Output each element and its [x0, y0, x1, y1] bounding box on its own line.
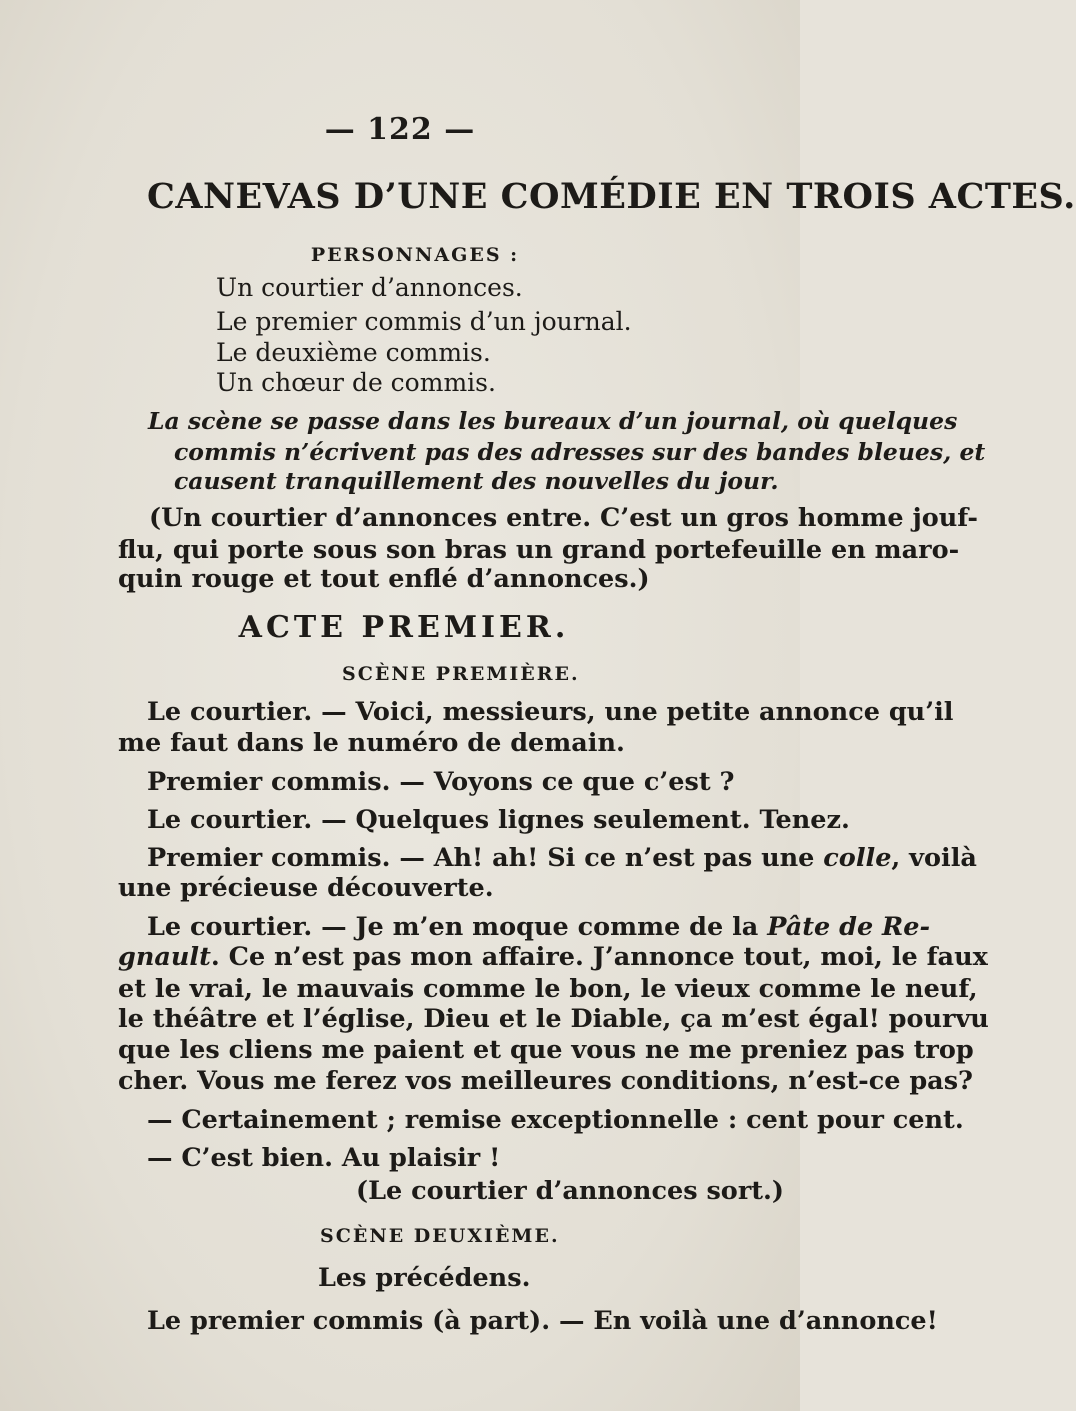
setting-line: causent tranquillement des nouvelles du jour. [174, 467, 779, 495]
dialogue-text: . Ce n’est pas mon affaire. J’annonce tout, moi, le faux [210, 942, 988, 972]
dialogue-line: Le courtier. — Quelques lignes seulement. Tenez. [147, 805, 850, 835]
dialogue-line [118, 942, 988, 972]
dialogue-line: Le premier commis (à part). — En voilà une d’annonce! [147, 1306, 938, 1336]
dialogue-line: une précieuse découverte. [118, 873, 494, 903]
dialogue-line [147, 843, 977, 873]
dialogue-line: me faut dans le numéro de demain. [118, 728, 625, 758]
setting-line: commis n’écrivent pas des adresses sur des bandes bleues, et [174, 438, 986, 466]
dialogue-line: le théâtre et l’église, Dieu et le Diable, ça m’est égal! pourvu [118, 1004, 989, 1034]
cast-item: Le premier commis d’un journal. [216, 307, 632, 336]
cast-item: Un chœur de commis. [216, 368, 496, 397]
dialogue-line: — Certainement ; remise exceptionnelle : cent pour cent. [147, 1105, 964, 1135]
scene-title: SCÈNE PREMIÈRE. [342, 663, 580, 685]
dialogue-line: que les cliens me paient et que vous ne me preniez pas trop [118, 1035, 974, 1065]
act-title: ACTE PREMIER. [238, 610, 570, 645]
stage-direction-line: (Un courtier d’annonces entre. C’est un gros homme jouf- [149, 503, 978, 533]
emphasis-text: Pâte de Re- [767, 912, 931, 942]
stage-direction-line: (Le courtier d’annonces sort.) [356, 1176, 784, 1206]
dialogue-line [147, 912, 930, 942]
cast-item: Un courtier d’annonces. [216, 273, 523, 302]
dialogue-text: Premier commis. — Ah! ah! Si ce n’est pas une [147, 843, 824, 873]
cast-item: Le deuxième commis. [216, 338, 491, 367]
page-title: CANEVAS D’UNE COMÉDIE EN TROIS ACTES. [147, 176, 1076, 217]
emphasis-text: colle [823, 843, 892, 873]
dialogue-line: et le vrai, le mauvais comme le bon, le vieux comme le neuf, [118, 974, 978, 1004]
dialogue-text: , voilà [891, 843, 977, 873]
scene-presence: Les précédens. [318, 1263, 531, 1293]
scene-title: SCÈNE DEUXIÈME. [320, 1225, 560, 1247]
stage-direction-line: quin rouge et tout enflé d’annonces.) [118, 564, 650, 594]
dialogue-line: Le courtier. — Voici, messieurs, une petite annonce qu’il [147, 697, 954, 727]
page-number: — 122 — [324, 112, 476, 147]
personnages-heading: PERSONNAGES : [310, 244, 520, 266]
setting-line: La scène se passe dans les bureaux d’un journal, où quelques [148, 407, 958, 435]
dialogue-line: — C’est bien. Au plaisir ! [147, 1143, 501, 1173]
stage-direction-line: flu, qui porte sous son bras un grand portefeuille en maro- [118, 535, 960, 565]
dialogue-line: cher. Vous me ferez vos meilleures conditions, n’est-ce pas? [118, 1066, 973, 1096]
dialogue-line: Premier commis. — Voyons ce que c’est ? [147, 767, 735, 797]
dialogue-text: Le courtier. — Je m’en moque comme de la [147, 912, 768, 942]
emphasis-text: gnault [118, 942, 211, 972]
